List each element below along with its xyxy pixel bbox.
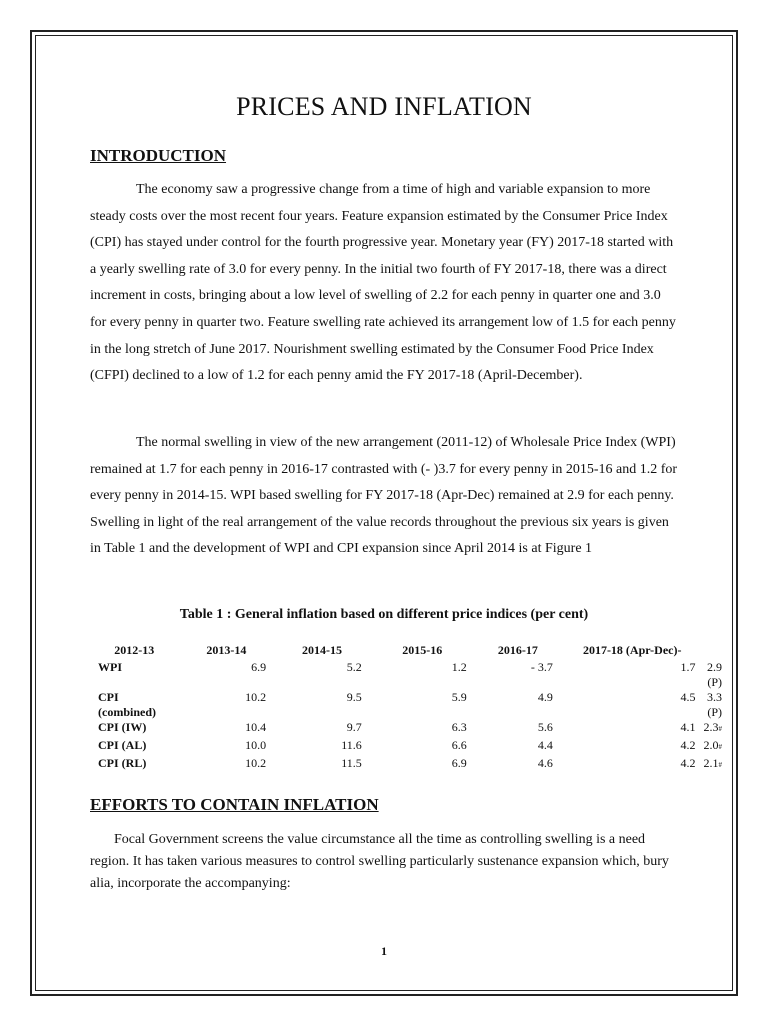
row-label <box>90 738 179 756</box>
cell-value: 5.6 <box>537 720 553 734</box>
cell-value: 10.4 <box>245 720 267 734</box>
table-cell <box>370 738 475 756</box>
table-cell <box>370 756 475 774</box>
cell-value: 1.2 <box>451 660 467 674</box>
cell-value: 5.2 <box>346 660 362 674</box>
table-cell <box>704 720 731 738</box>
cell-value: 9.5 <box>346 690 362 704</box>
table-cell <box>475 738 561 756</box>
row-label-subtext: (combined) <box>98 705 156 719</box>
cell-value: 6.9 <box>251 660 267 674</box>
cell-value: 4.1 <box>680 720 696 734</box>
row-label-text: CPI (RL) <box>98 756 147 770</box>
footnote-marker: # <box>718 725 722 733</box>
table-cell <box>561 720 704 738</box>
row-label-text: CPI <box>98 690 119 704</box>
column-header: 2015-16 <box>402 642 443 657</box>
cell-value: 6.6 <box>451 738 467 752</box>
table-cell <box>179 660 275 690</box>
table-row <box>90 756 730 774</box>
cell-value: 2.3 <box>703 720 719 734</box>
table-cell <box>370 660 475 690</box>
table-cell <box>274 660 370 690</box>
cell-value: 4.5 <box>680 690 696 704</box>
page-title: PRICES AND INFLATION <box>236 92 532 121</box>
cell-value: 6.3 <box>451 720 467 734</box>
column-header: 2017-18 (Apr-Dec)- <box>582 642 682 657</box>
row-label-text: CPI (IW) <box>98 720 147 734</box>
cell-value: 11.5 <box>341 756 362 770</box>
row-label <box>90 690 179 720</box>
row-label-text: CPI (AL) <box>98 738 147 752</box>
table-cell <box>274 690 370 720</box>
section-heading-efforts: EFFORTS TO CONTAIN INFLATION <box>90 795 379 814</box>
cell-value: 2.0 <box>703 738 719 752</box>
table-cell <box>274 720 370 738</box>
cell-value: 4.2 <box>680 756 696 770</box>
intro-paragraph-1: The economy saw a progressive change from a time of high and variable expansion to more steady costs over the most recent four years. Feature expansion estimated by the Consumer Price Index (CPI) has stayed under control for the fourth progressive year. Monetary year (FY) 2017-18 started with a yearly swelling rate of 3.0 for every penny. In the initial two fourth of FY 2017-18, there was a direct increment in costs, bringing about a low level of swelling of 2.2 for each penny in quarter one and 3.0 for every penny in quarter two. Feature swelling rate achieved its arrangement low of 1.5 for each penny in the long stretch of June 2017. Nourishment swelling estimated by the Consumer Food Price Index (CFPI) declined to a low of 1.2 for each penny amid the FY 2017-18 (April-December). <box>90 182 676 384</box>
row-label <box>90 660 179 690</box>
column-header: 2013-14 <box>206 642 247 657</box>
table-cell <box>704 738 731 756</box>
cell-value: 4.2 <box>680 738 696 752</box>
row-label <box>90 756 179 774</box>
table-cell <box>475 660 561 690</box>
table-header-row <box>90 640 730 660</box>
footnote-marker: # <box>718 761 722 769</box>
table-cell <box>475 720 561 738</box>
table-cell <box>179 738 275 756</box>
cell-value: 2.1 <box>703 756 719 770</box>
table-cell <box>274 738 370 756</box>
footnote-marker: # <box>718 743 722 751</box>
table-cell <box>704 660 731 690</box>
table-body <box>90 660 730 774</box>
inflation-table <box>90 640 730 774</box>
table-row <box>90 738 730 756</box>
cell-value: - 3.7 <box>530 660 553 674</box>
table-cell <box>179 756 275 774</box>
cell-value: 4.4 <box>537 738 553 752</box>
cell-value: 6.9 <box>451 756 467 770</box>
table-cell <box>561 690 704 720</box>
cell-value: 10.0 <box>245 738 267 752</box>
table-cell <box>475 690 561 720</box>
table-cell <box>179 720 275 738</box>
page-number: 1 <box>381 944 387 958</box>
cell-value: 1.7 <box>680 660 696 674</box>
cell-value: 2.9 (P) <box>707 660 722 689</box>
column-header: 2014-15 <box>301 642 342 657</box>
column-header: 2012-13 <box>114 642 155 657</box>
cell-value: 4.9 <box>537 690 553 704</box>
cell-value: 10.2 <box>245 690 267 704</box>
table-row <box>90 720 730 738</box>
cell-value: 3.3 (P) <box>707 690 722 719</box>
cell-value: 9.7 <box>346 720 362 734</box>
cell-value: 5.9 <box>451 690 467 704</box>
section-heading-introduction: INTRODUCTION <box>90 146 227 165</box>
table-cell <box>561 660 704 690</box>
table-cell <box>704 756 731 774</box>
table-cell <box>704 690 731 720</box>
cell-value: 10.2 <box>245 756 267 770</box>
table-row <box>90 690 730 720</box>
table-cell <box>561 756 704 774</box>
table-caption: Table 1 : General inflation based on different price indices (per cent) <box>179 607 589 622</box>
column-header: 2016-17 <box>497 642 538 657</box>
intro-paragraph-2: The normal swelling in view of the new arrangement (2011-12) of Wholesale Price Index (WPI) remained at 1.7 for each penny in 2016-17 contrasted with (- )3.7 for every penny in 2015-16 and 1.2 for every penny in 2014-15. WPI based swelling for FY 2017-18 (Apr-Dec) remained at 2.9 for each penny. Swelling in light of the real arrangement of the value records throughout the previous six years is given in Table 1 and the development of WPI and CPI expansion since April 2014 is at Figure 1 <box>90 435 678 557</box>
row-label <box>90 720 179 738</box>
table-cell <box>274 756 370 774</box>
table-cell <box>475 756 561 774</box>
table-cell <box>370 690 475 720</box>
cell-value: 4.6 <box>537 756 553 770</box>
table-row <box>90 660 730 690</box>
table-cell <box>370 720 475 738</box>
table-cell <box>561 738 704 756</box>
efforts-paragraph: Focal Government screens the value circumstance all the time as controlling swelling is a need region. It has taken various measures to control swelling particularly sustenance expansion which, bury alia, incorporate the accompanying: <box>90 832 669 891</box>
table-cell <box>179 690 275 720</box>
cell-value: 11.6 <box>341 738 362 752</box>
row-label-text: WPI <box>98 660 122 674</box>
